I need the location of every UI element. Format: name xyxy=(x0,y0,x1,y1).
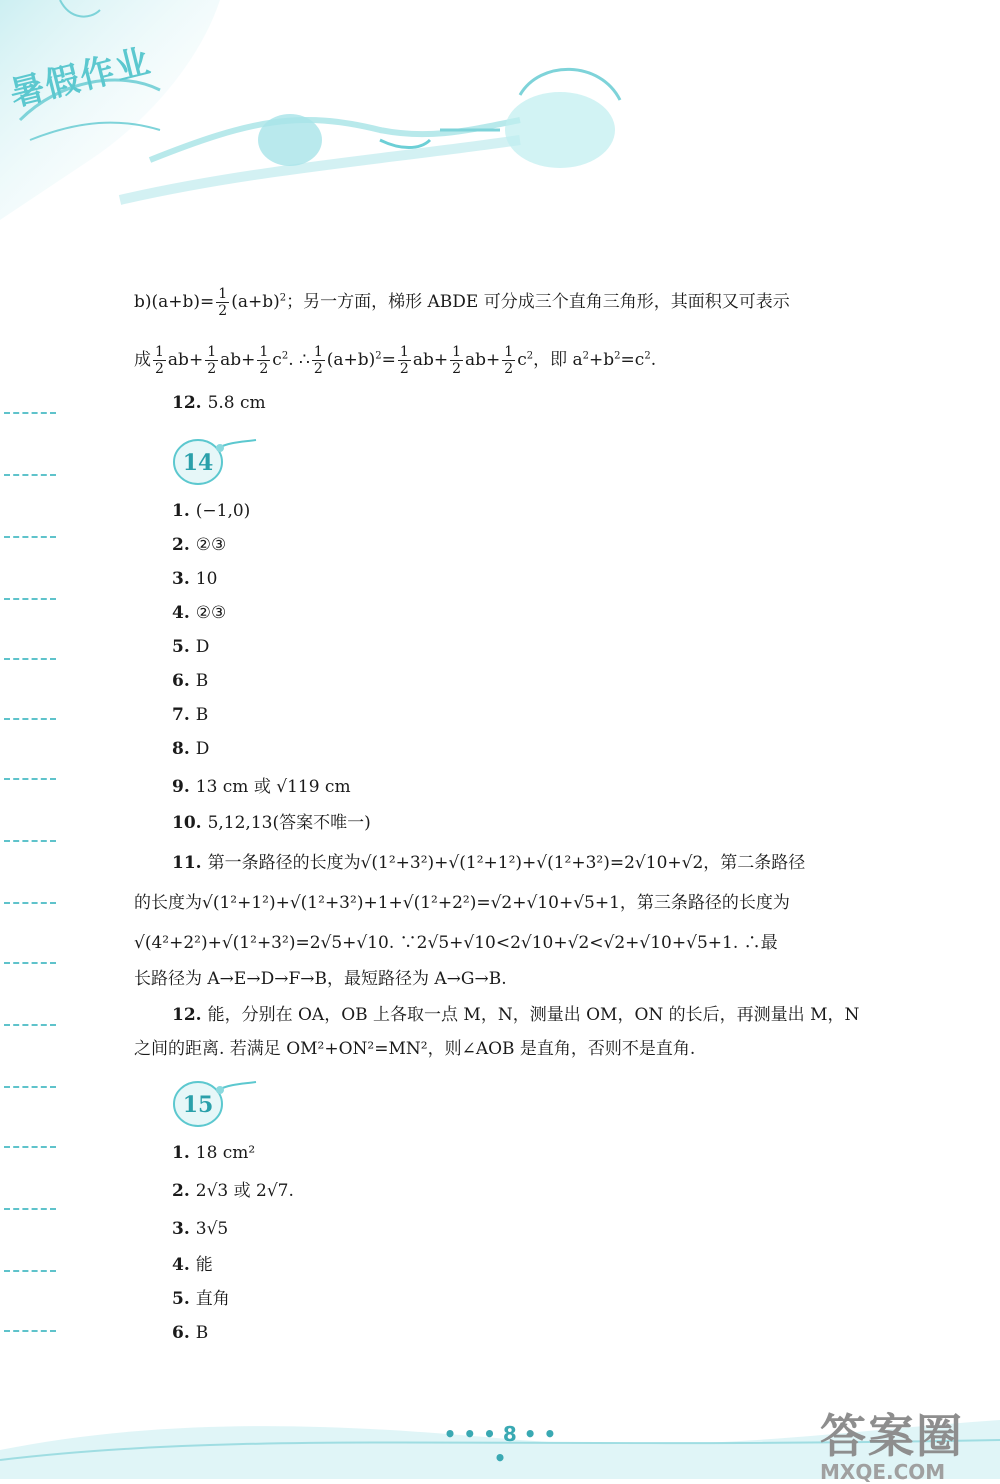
page-number: • • • 8 • • • xyxy=(443,1422,557,1470)
margin-dash xyxy=(4,658,56,660)
list-item: 4. 能 xyxy=(172,1255,213,1275)
item-11-line-4: 长路径为 A→E→D→F→B，最短路径为 A→G→B. xyxy=(134,969,507,989)
margin-dash xyxy=(4,412,56,414)
margin-dash xyxy=(4,962,56,964)
continuation-line-2: 成 $\frac{1}{2}$ ab+ $\frac{1}{2}$ ab+ $\frac{1}{2}$ $c^2$. ∴ $\frac{1}{2}$ $(a+b)^2=$ $\frac{1}{2}$ ab+ $\frac{1}{2}$ ab+ $\frac{1}{2}$ $c^2$，即 $a^2+b^2=c^2$. xyxy=(134,344,657,377)
margin-dash xyxy=(4,1208,56,1210)
list-item: 1. (−1,0) xyxy=(172,501,251,521)
margin-dash xyxy=(4,474,56,476)
list-item: 3. 10 xyxy=(172,569,218,589)
section-14-badge xyxy=(170,434,260,490)
header-title: 暑假作业 xyxy=(6,41,156,115)
list-item: 4. ②③ xyxy=(172,603,227,623)
list-item: 5. D xyxy=(172,637,210,657)
list-item: 8. D xyxy=(172,739,210,759)
list-item: 5. 直角 xyxy=(172,1289,230,1309)
fraction: $\frac{1}{2}$ xyxy=(218,286,228,319)
margin-dash xyxy=(4,840,56,842)
margin-dash xyxy=(4,1086,56,1088)
svg-text:14: 14 xyxy=(182,450,214,476)
header-banner xyxy=(0,0,1000,240)
list-item: 10. 5,12,13(答案不唯一) xyxy=(172,813,371,833)
margin-dash xyxy=(4,902,56,904)
margin-dash xyxy=(4,1024,56,1026)
list-item: 6. B xyxy=(172,671,209,691)
margin-dash xyxy=(4,536,56,538)
list-item: 1. 18 cm² xyxy=(172,1143,256,1163)
item-11-line-1: 11. 第一条路径的长度为√(1²+3²)+√(1²+1²)+√(1²+3²)=2√10+√2，第二条路径 xyxy=(172,853,806,873)
margin-dash xyxy=(4,1270,56,1272)
list-item: 12. 5.8 cm xyxy=(172,393,266,413)
item-12-line-2: 之间的距离. 若满足 OM²+ON²=MN²，则∠AOB 是直角，否则不是直角. xyxy=(134,1039,696,1059)
item-11-line-3: √(4²+2²)+√(1²+3²)=2√5+√10. ∵2√5+√10<2√10+√2<√2+√10+√5+1. ∴最 xyxy=(134,933,778,953)
section-15-badge xyxy=(170,1076,260,1132)
list-item: 2. 2√3 或 2√7. xyxy=(172,1181,294,1201)
watermark-logo: 答案圈 MXQE.COM xyxy=(820,1409,964,1484)
list-item: 7. B xyxy=(172,705,209,725)
svg-text:15: 15 xyxy=(182,1092,214,1118)
margin-dash xyxy=(4,1330,56,1332)
list-item: 9. 13 cm 或 √119 cm xyxy=(172,777,351,797)
margin-dash xyxy=(4,598,56,600)
margin-dash xyxy=(4,1146,56,1148)
margin-dash xyxy=(4,718,56,720)
item-11-line-2: 的长度为√(1²+1²)+√(1²+3²)+1+√(1²+2²)=√2+√10+√5+1，第三条路径的长度为 xyxy=(134,893,790,913)
list-item: 2. ②③ xyxy=(172,535,227,555)
list-item: 6. B xyxy=(172,1323,209,1343)
margin-dash xyxy=(4,778,56,780)
continuation-line-1: b)(a+b)= $\frac{1}{2}$ $(a+b)^2$；另一方面，梯形 ABDE 可分成三个直角三角形，其面积又可表示 xyxy=(134,286,790,319)
item-12-line-1: 12. 能，分别在 OA，OB 上各取一点 M，N，测量出 OM，ON 的长后，再测量出 M，N xyxy=(172,1005,860,1025)
list-item: 3. 3√5 xyxy=(172,1219,229,1239)
